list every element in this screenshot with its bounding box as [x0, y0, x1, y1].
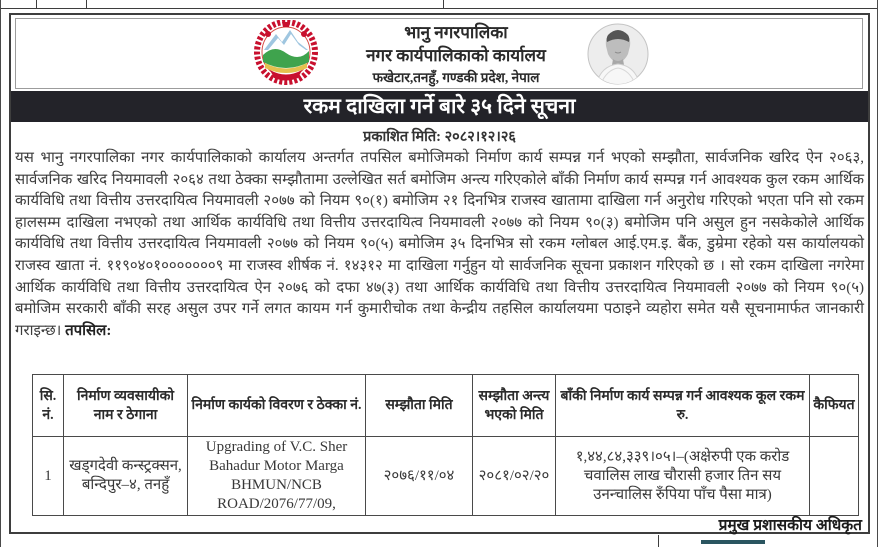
cell-termination-date: २०८१/०२/२०: [473, 437, 556, 516]
col-header-amount: बाँकी निर्माण कार्य सम्पन्न गर्न आवश्यक कूल रकम रु.: [556, 375, 810, 437]
col-header-sn: सि. नं.: [33, 375, 64, 437]
cell-contractor: खड्गदेवी कन्स्ट्रक्सन, बन्दिपुर–४, तनहुँ: [64, 437, 188, 516]
top-strip-divider: [86, 0, 87, 8]
notice-title-banner: [11, 91, 868, 122]
tapasil-label: तपसिल:: [65, 322, 112, 339]
municipality-name: भानु नगरपालिका: [404, 23, 508, 42]
nepal-coat-of-arms-icon: [254, 20, 318, 87]
notice-paragraph: यस भानु नगरपालिका नगर कार्यपालिकाको कार्यालय अन्तर्गत तपसिल बमोजिमको निर्माण कार्य सम्पन्न गर्न भएको सम्झौता, सार्वजनिक खरिद ऐन २०६३, सार्वजनिक खरिद नियमावली २०६४ तथा ठेक्का सम्झौतामा उल्लेखित सर्त बमोजिम अन्त्य गरिएकोले बाँकी निर्माण कार्य सम्पन्न गर्न आवश्यक कुल रकम आर्थिक कार्यविधि तथा वित्तीय उत्तरदायित्व नियमावली २०७७ को नियम ९०(१) बमोजिम २१ दिनभित्र राजस्व खातामा दाखिला गर्न अनुरोध गरिएको भएता पनि सो रकम हालसम्म दाखिला नभएको तथा आर्थिक कार्यविधि तथा वित्तीय उत्तरदायित्व नियमावली २०७७ को नियम ९०(३) बमोजिम पनि असुल हुन नसकेकोले आर्थिक कार्यविधि तथा वित्तीय उत्तरदायित्व नियमावली २०७७ को नियम ९०(५) बमोजिम ३५ दिनभित्र सो रकम ग्लोबल आई.एम.इ. बैंक, डुम्रेमा रहेको यस कार्यालयको राजस्व खाता नं. ११९०४०१०००००००९ मा राजस्व शीर्षक नं. १४३१२ मा दाखिला गर्नुहुन यो सार्वजनिक सूचना प्रकाशन गरिएको छ । सो रकम दाखिला नगरेमा आर्थिक कार्यविधि तथा वित्तीय उत्तरदायित्व ऐन २०७६ को दफा ४७(३) तथा आर्थिक कार्यविधि तथा वित्तीय उत्तरदायित्व नियमावली २०७७ को नियम ९०(५) बमोजिम सरकारी बाँकी सरह असुल उपर गर्ने लगत कायम गर्न कुमारीचोक तथा केन्द्रीय तहसिल कार्यालयमा पठाइने व्यहोरा समेत यसै सूचनामार्फत जानकारी गराइन्छ।: [15, 150, 864, 339]
office-name: नगर कार्यपालिकाको कार्यालय: [366, 46, 546, 65]
top-strip-divider: [443, 0, 444, 8]
notice-table: [32, 374, 859, 516]
signatory-title: प्रमुख प्रशासकीय अधिकृत: [718, 517, 862, 534]
top-strip-divider: [36, 0, 37, 8]
bottom-partial-row: [1, 535, 878, 547]
published-date: प्रकाशित मिति: २०८२।१२।२६: [363, 129, 516, 145]
col-header-work-description: निर्माण कार्यको विवरण र ठेक्का नं.: [188, 375, 366, 437]
cell-agreement-date: २०७६/११/०४: [366, 437, 473, 516]
bottom-accent-mark: [701, 540, 765, 544]
col-header-contractor: निर्माण व्यवसायीको नाम र ठेगाना: [64, 375, 188, 437]
col-header-agreement-date: सम्झौता मिति: [366, 375, 473, 437]
col-header-termination-date: सम्झौता अन्त्य भएको मिति: [473, 375, 556, 437]
col-header-remarks: कैफियत: [810, 375, 859, 437]
cell-amount: १,४४,८४,३३९।०५।–(अक्षेरुपी एक करोड चवालिस लाख चौरासी हजार तिन सय उनन्चालिस रुँपिया पाँच पैसा मात्र): [556, 437, 810, 516]
document-frame: [9, 13, 870, 534]
notice-body: [15, 148, 864, 342]
office-address: फखेटार,तनहुँ, गण्डकी प्रदेश, नेपाल: [372, 70, 540, 85]
notice-title: रकम दाखिला गर्ने बारे ३५ दिने सूचना: [303, 94, 576, 118]
cell-work-description: Upgrading of V.C. Sher Bahadur Motor Marga BHMUN/NCB ROAD/2076/77/09,: [188, 437, 366, 516]
table-row: [33, 437, 859, 516]
bhanubhakta-portrait-icon: [586, 22, 650, 86]
cell-sn: 1: [33, 437, 64, 516]
cell-remarks: [810, 437, 859, 516]
top-partial-row: [1, 0, 878, 9]
table-header-row: [33, 375, 859, 437]
letterhead-text: [316, 22, 596, 87]
letterhead: [15, 18, 863, 89]
bottom-strip-divider: [658, 535, 659, 547]
